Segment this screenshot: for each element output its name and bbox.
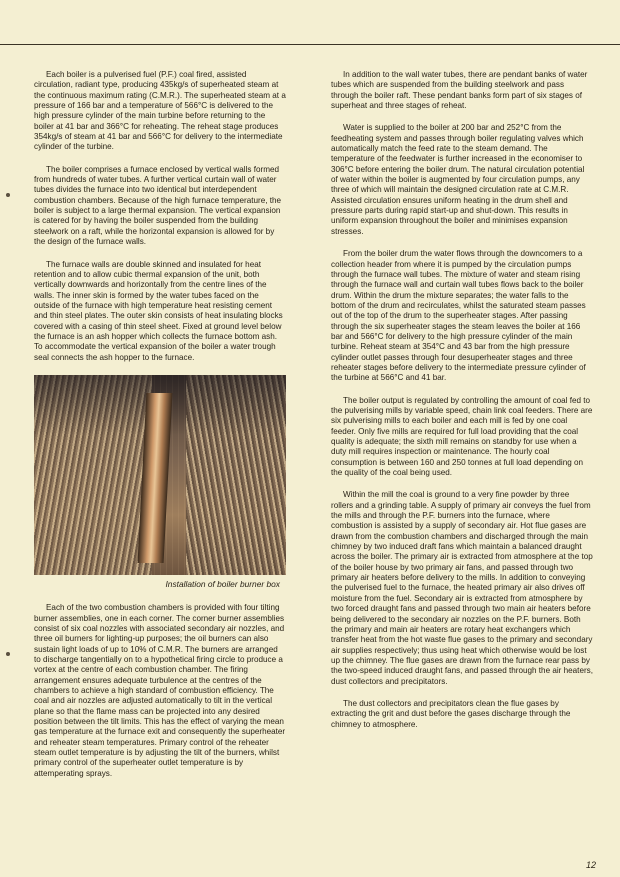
burner-box-photo (34, 375, 286, 575)
paragraph-drum-circulation: From the boiler drum the water flows through the downcomers to a collection header from where it is pumped by the circulation pumps through the furnace wall tubes. The mixture of water and steam rising through the furnace wall and curtain wall tubes flows back to the boiler drum. Within the drum the mixture separates; the water falls to the bottom of the drum and recirculates, whilst the saturated steam passes out of the top of the drum to the superheater stages. After passing through the six superheater stages the steam leaves the boiler at 166 bar and 566°C for delivery to the high pressure cylinder of the main turbine. Reheat steam at 354°C and 43 bar from the high pressure cylinder outlet passes through four desuperheater stages and three reheater stages before delivery to the intermediate pressure cylinder of the turbine at 566°C and 41 bar. (331, 249, 586, 383)
paragraph-water-supply: Water is supplied to the boiler at 200 bar and 252°C from the feedheating system and passes through boiler regulating valves which automatically match the feed rate to the steam demand. The temperature of the feedwater is further increased in the economiser to 306°C before entering the boiler drum. The natural circulation potential of water within the boiler is augmented by four circulation pumps, any three of which will maintain the designed circulation rate at C.M.R. Assisted circulation ensures uniform heating in the drum shell and pressure parts during rapid start-up and shut-down. This results in uniform expansion throughout the boiler and minimises expansion stresses. (331, 123, 585, 236)
margin-mark (6, 193, 10, 197)
right-column (331, 70, 593, 742)
paragraph-pendant-banks: In addition to the wall water tubes, there are pendant banks of water tubes which are suspended from the building steelwork and pass through the boiler raft. These pendant banks form part of six stages of superheat and three stages of reheat. (331, 70, 588, 111)
photo-caption: Installation of boiler burner box (165, 578, 280, 589)
paragraph-furnace-structure: The boiler comprises a furnace enclosed by vertical walls formed from hundreds of water tubes. A further vertical curtain wall of water tubes divides the furnace into two identical but interdependent combustion chambers. Because of the high furnace temperature, the boiler is subject to a large thermal expansion. The vertical expansion is catered for by having the boiler suspended from the building steelwork on a raft, while the horizontal expansion is allowed for by the design of the furnace walls. (34, 164, 282, 247)
paragraph-boiler-overview: Each boiler is a pulverised fuel (P.F.) coal fired, assisted circulation, radiant type, producing 435kg/s of superheated steam at the continuous maximum rating (C.M.R.). The superheated steam at a pressure of 166 bar and a temperature of 566°C is delivered to the high pressure cylinder of the main turbine before returning to the boiler at 41 bar and 366°C for reheating. The reheat stage produces 354kg/s of steam at 41 bar and 566°C for delivery to the intermediate cylinder of the turbine. (34, 70, 286, 152)
paragraph-furnace-walls: The furnace walls are double skinned and insulated for heat retention and to allow cubic thermal expansion of the unit, both vertically downwards and horizontally from the centre lines of the walls. The inner skin is formed by the water tubes faced on the outside of the furnace with high temperature heat resisting cement and thin steel plates. The outer skin consists of heat insulating blocks covered with a casing of thin steel sheet. Fixed at ground level below the furnace is an ash hopper which collects the furnace bottom ash. To accommodate the vertical expansion of the boiler a water trough seal connects the ash hopper to the furnace. (34, 259, 283, 362)
paragraph-mill-and-air: Within the mill the coal is ground to a very fine powder by three rollers and a grinding table. A supply of primary air conveys the fuel from the mills and through the P.F. burners into the furnace, where combustion is assisted by a supply of secondary air. Hot flue gases are drawn from the combustion chambers and discharged through the main chimney by two induced draft fans which maintain a balanced draught across the boiler. The primary air is extracted from atmosphere at the top of the boiler house by two primary air fans, and passed through two primary air heaters before delivery to the mills. In addition to conveying the pulverised fuel to the furnace, the heated primary air also drives off moisture from the fuel. Secondary air is extracted from atmosphere by two forced draught fans and passed through two main air heaters before being delivered to the secondary air nozzles on the P.F. burners. Both the primary and main air heaters are rotary heat exchangers which transfer heat from the hot waste flue gases to the primary and secondary air supplies respectively; thus using heat which otherwise would be lost up the chimney. The flue gases are drawn from the furnace rear pass by the two-speed induced draught fans, and passed through the air heaters, dust collectors and precipitators. (331, 490, 593, 686)
paragraph-dust-collectors: The dust collectors and precipitators clean the flue gases by extracting the grit and dust before the gases discharge through the chimney to atmosphere. (331, 698, 571, 729)
page-number: 12 (585, 860, 596, 870)
header-rule (0, 44, 620, 45)
paragraph-combustion-chambers: Each of the two combustion chambers is provided with four tilting burner assemblies, one in each corner. The corner burner assemblies consist of six coal nozzles with associated secondary air nozzles, and three oil burners for lighting-up purposes; the oil burners can also sustain light loads of up to 10% of C.M.R. The burners are arranged to discharge tangentially on to a hypothetical firing circle to produce a vortex at the centre of each combustion chamber. The firing arrangement ensures adequate turbulence at the centres of the chambers to achieve a high standard of combustion efficiency. The coal and air nozzles are adjusted automatically to tilt in the vertical plane so that the flame mass can be projected into any desired position between the tilt limits. This has the effect of varying the mean gas temperature at the furnace exit and consequently the superheater and reheater steam temperatures. Primary control of the reheater steam outlet temperature is by adjusting the tilt of the burners, whilst primary control of the superheater outlet temperature is by attemperating sprays. (34, 603, 286, 778)
margin-mark (6, 652, 10, 656)
paragraph-boiler-output: The boiler output is regulated by controlling the amount of coal fed to the pulverising mills by variable speed, chain link coal feeders. There are six pulverising mills to each boiler and each mill is fed by one coal feeder. Only five mills are required for full load providing that the coal quality is adequate; the sixth mill remains on standby for use when a duty mill requires inspection or maintenance. The hourly coal consumption is between 160 and 250 tonnes at full load depending on the quality of the coal being used. (331, 395, 593, 478)
left-column (34, 70, 286, 791)
